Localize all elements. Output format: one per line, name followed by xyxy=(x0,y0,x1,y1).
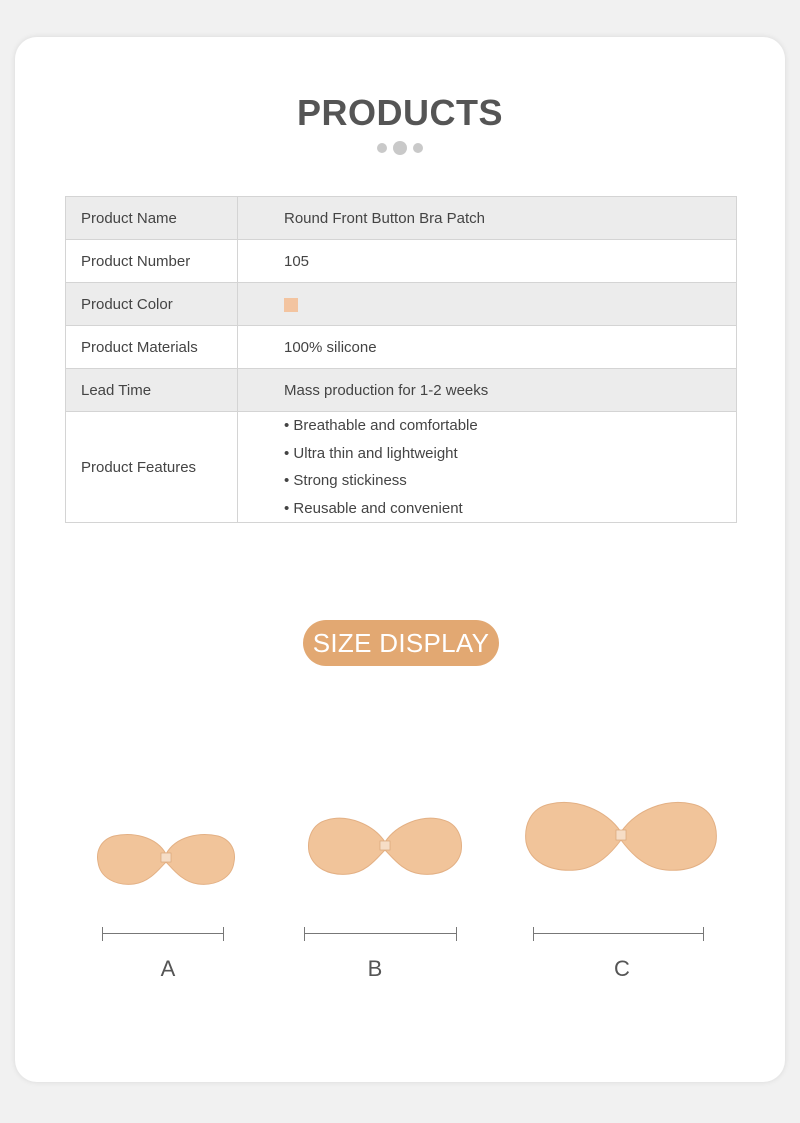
feature-item: • Breathable and comfortable xyxy=(284,412,736,440)
content-card xyxy=(15,37,785,1082)
title-dots-decoration xyxy=(0,139,800,157)
feature-list xyxy=(284,412,736,522)
size-display-button: SIZE DISPLAY xyxy=(303,620,499,666)
table-row-features xyxy=(66,412,737,523)
spec-label: Product Color xyxy=(66,283,238,326)
spec-label: Product Name xyxy=(66,197,238,240)
spec-value: Round Front Button Bra Patch xyxy=(238,197,737,240)
spec-label: Product Materials xyxy=(66,326,238,369)
spec-value xyxy=(238,283,737,326)
feature-item: • Ultra thin and lightweight xyxy=(284,440,736,468)
size-b-scale-bar xyxy=(304,927,457,941)
dot-icon xyxy=(413,143,423,153)
table-row xyxy=(66,326,737,369)
spec-value: 105 xyxy=(238,240,737,283)
spec-value xyxy=(238,412,737,523)
dot-icon xyxy=(377,143,387,153)
size-c-scale-bar xyxy=(533,927,704,941)
size-label-c: C xyxy=(614,956,630,981)
spec-value: 100% silicone xyxy=(238,326,737,369)
table-row xyxy=(66,369,737,412)
product-spec-table xyxy=(65,196,737,523)
bra-patch-size-b-image xyxy=(307,814,463,876)
spec-value: Mass production for 1-2 weeks xyxy=(238,369,737,412)
table-row xyxy=(66,240,737,283)
feature-item: • Strong stickiness xyxy=(284,467,736,495)
bra-patch-size-a-image xyxy=(96,828,236,888)
bra-patch-size-c-image xyxy=(524,798,718,872)
spec-label: Product Features xyxy=(66,412,238,523)
dot-icon xyxy=(393,141,407,155)
table-row xyxy=(66,283,737,326)
page-title: PRODUCTS xyxy=(296,92,503,133)
spec-label: Product Number xyxy=(66,240,238,283)
table-row xyxy=(66,197,737,240)
size-label-a: A xyxy=(160,956,176,981)
feature-item: • Reusable and convenient xyxy=(284,495,736,523)
spec-label: Lead Time xyxy=(66,369,238,412)
color-swatch xyxy=(284,298,298,312)
size-label-b: B xyxy=(367,956,383,981)
size-a-scale-bar xyxy=(102,927,224,941)
